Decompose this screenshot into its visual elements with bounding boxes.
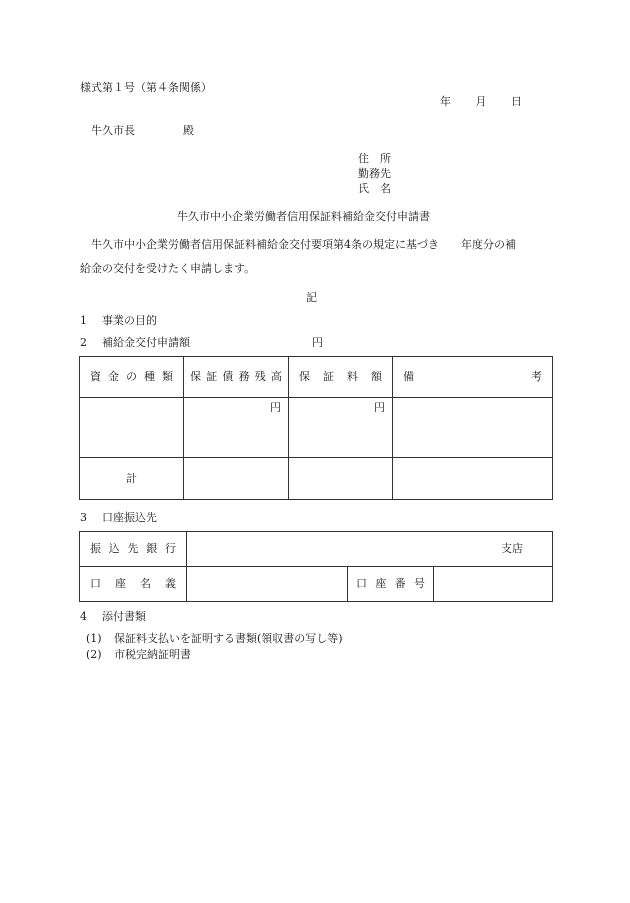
account-number-input[interactable] (434, 567, 553, 602)
fund-table-header-row (80, 357, 553, 398)
item4-number: 4 (80, 610, 87, 623)
body-text-line-1: 牛久市中小企業労働者信用保証料補給金交付要項第4条の規定に基づき 年度分の補 (91, 238, 516, 251)
item2-unit: 円 (312, 336, 323, 349)
document-title: 牛久市中小企業労働者信用保証料補給金交付申請書 (177, 210, 430, 223)
item3-number: 3 (80, 511, 87, 524)
header-guarantee-balance: 保 証 債 務 残 高 (184, 357, 289, 398)
total-remarks[interactable] (393, 458, 553, 500)
field-workplace: 勤務先 (358, 167, 391, 180)
item1-number: 1 (80, 314, 87, 327)
item1-label: 事業の目的 (102, 314, 157, 327)
field-name: 氏 名 (358, 182, 391, 195)
addressee-honorific: 殿 (183, 124, 194, 137)
fund-table-entry-row (80, 398, 553, 458)
date-line (440, 95, 522, 109)
date-year: 年 (440, 95, 451, 108)
bank-row (80, 532, 553, 567)
header-fund-type: 資 金 の 種 類 (80, 357, 184, 398)
item2-label: 補給金交付申請額 (102, 336, 190, 349)
item2-number: 2 (80, 336, 87, 349)
unit-yen-balance: 円 (270, 401, 281, 414)
branch-label: 支店 (501, 542, 524, 555)
account-row (80, 567, 553, 602)
form-number: 様式第１号（第４条関係） (80, 81, 212, 94)
addressee-mayor: 牛久市長 (91, 124, 135, 137)
header-remarks: 備 考 (393, 357, 553, 398)
entry-guarantee-fee[interactable] (289, 398, 393, 458)
item3-label: 口座振込先 (102, 511, 157, 524)
bank-name-input[interactable] (187, 532, 553, 567)
total-label: 計 (80, 458, 184, 500)
body-text-line-2: 給金の交付を受けたく申請します。 (80, 262, 256, 275)
bank-table (79, 531, 553, 602)
entry-guarantee-balance[interactable] (184, 398, 289, 458)
total-guarantee-fee[interactable] (289, 458, 393, 500)
attachment-1-text: 保証料支払いを証明する書類(領収書の写し等) (114, 632, 343, 645)
entry-fund-type[interactable] (80, 398, 184, 458)
header-guarantee-fee: 保 証 料 額 (289, 357, 393, 398)
fund-table (79, 356, 553, 500)
ki-heading: 記 (306, 291, 317, 304)
account-number-label-cell: 口 座 番 号 (348, 567, 434, 602)
item4-label: 添付書類 (102, 610, 146, 623)
attachment-2-text: 市税完納証明書 (114, 648, 191, 661)
fund-table-total-row (80, 458, 553, 500)
bank-label-cell: 振 込 先 銀 行 (80, 532, 187, 567)
attachment-2-number: (2) (86, 648, 102, 661)
total-guarantee-balance[interactable] (184, 458, 289, 500)
date-month: 月 (475, 95, 487, 108)
field-address: 住 所 (358, 152, 391, 165)
entry-remarks[interactable] (393, 398, 553, 458)
unit-yen-fee: 円 (374, 401, 385, 414)
account-holder-input[interactable] (187, 567, 348, 602)
holder-label-cell: 口 座 名 義 (80, 567, 187, 602)
attachment-1-number: (1) (86, 632, 102, 645)
date-day: 日 (511, 95, 522, 108)
